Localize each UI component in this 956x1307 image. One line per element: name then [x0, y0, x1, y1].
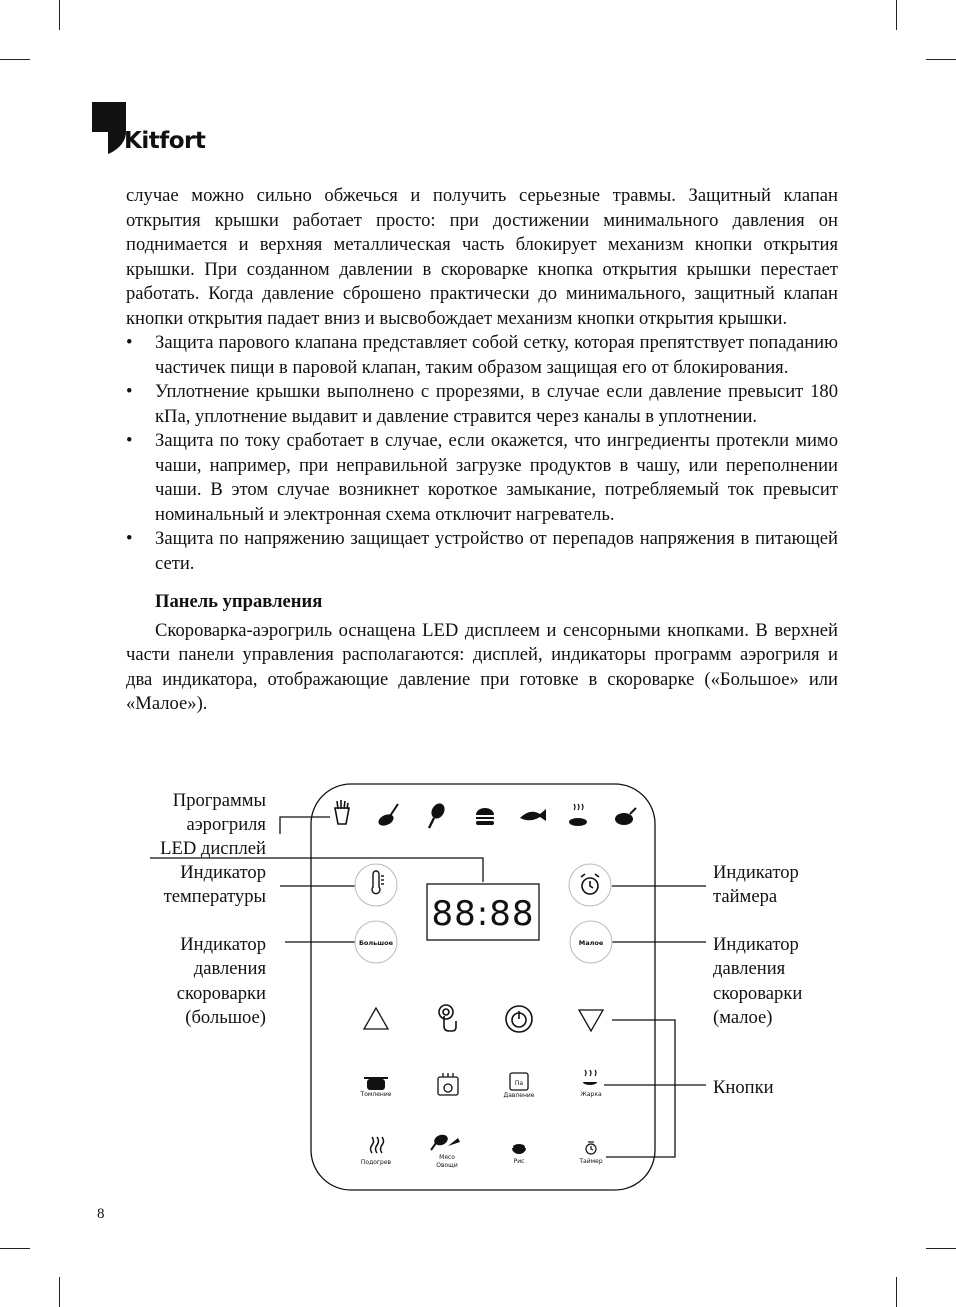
- power-button[interactable]: [506, 1006, 532, 1032]
- page-number: 8: [97, 1206, 105, 1222]
- stew-label: Томление: [360, 1091, 392, 1098]
- led-display-value: 88:88: [431, 894, 535, 934]
- fry-label: Жарка: [580, 1091, 602, 1098]
- label-timer: Индикатор таймера: [713, 862, 799, 908]
- list-item: • Защита по току сработает в случае, если окажется, что ингредиенты протекли мимо чаши, например, при неправильной загрузке продуктов в чашу, или переполнении чаши. В этом случае возникнет короткое замыкание, потребляемый ток превысит номинальный и электронная схема отключит нагреватель.: [126, 429, 838, 527]
- rice-bowl-icon: [512, 1144, 526, 1154]
- pressure-pot-icon-text: Па: [514, 1080, 524, 1087]
- pot-icon: [364, 1077, 388, 1090]
- heat-waves-icon: [371, 1137, 384, 1153]
- burger-icon: [476, 808, 494, 825]
- meat-vegetables-button[interactable]: [431, 1133, 460, 1169]
- clock-icon: [586, 1142, 596, 1154]
- section-title: Панель управления: [155, 591, 323, 612]
- label-led: LED дисплей: [160, 838, 266, 859]
- up-button[interactable]: [364, 1008, 388, 1029]
- chicken-icon: [615, 808, 636, 825]
- label-programs: Программы аэрогриля: [172, 790, 266, 836]
- panel-outline: [311, 784, 655, 1190]
- timer-indicator: [569, 864, 611, 906]
- intro-paragraph: случае можно сильно обжечься и получить серьезные травмы. Защитный клапан открытия крышки работает просто: при достижении минимального давления он поднимается и верхняя металлическая часть блокирует механизм кнопки открытия крышки. При созданном давлении в скороварке кнопка открытия крышки перестает работать. Когда давление сброшено практически до минимального, защитный клапан кнопки открытия падает вниз и высвобождает механизм кнопки открытия крышки.: [126, 185, 838, 329]
- pie-icon: [569, 804, 587, 826]
- timer-label: Таймер: [579, 1158, 603, 1165]
- label-temperature: Индикатор температуры: [163, 862, 266, 908]
- pressure-small-label: Малое: [578, 939, 604, 947]
- label-buttons: Кнопки: [713, 1077, 774, 1098]
- fries-icon: [335, 800, 349, 824]
- list-item: • Защита по напряжению защищает устройство от перепадов напряжения в питающей сети.: [126, 527, 838, 576]
- fish-icon: [520, 809, 546, 821]
- pressure-program-button[interactable]: [504, 1073, 535, 1099]
- pressure-big-label: Большое: [358, 939, 394, 947]
- rice-label: Рис: [513, 1158, 525, 1165]
- label-pressure-big: Индикатор давления скороварки (большое): [176, 934, 266, 1028]
- vegetables-label: Овощи: [436, 1162, 458, 1169]
- multicooker-icon: [438, 1073, 458, 1095]
- warm-button[interactable]: [361, 1137, 392, 1166]
- pressure-program-label: Давление: [503, 1092, 535, 1099]
- drumstick-icon: [429, 801, 447, 828]
- list-item: • Уплотнение крышки выполнено с прорезями, в случае если давление превысит 180 кПа, уплотнение выдавит и давление стравится через каналы в уплотнении.: [126, 380, 838, 429]
- section-body: Скороварка-аэрогриль оснащена LED дисплеем и сенсорными кнопками. В верхней части панели управления располагаются: дисплей, индикаторы программ аэрогриля и два индикатора, отображающие давление при готовке в скороварке («Большое» или «Малое»).: [126, 619, 838, 714]
- rice-button[interactable]: [512, 1144, 526, 1165]
- brand-name: Kitfort: [124, 128, 206, 154]
- stew-button[interactable]: [360, 1077, 392, 1098]
- touch-button[interactable]: [439, 1005, 456, 1031]
- down-button[interactable]: [579, 1010, 603, 1031]
- multicooker-button[interactable]: [438, 1073, 458, 1095]
- fry-button[interactable]: [580, 1070, 602, 1098]
- temperature-indicator: [355, 864, 397, 906]
- frying-pan-icon: [583, 1070, 597, 1085]
- steak-icon: [377, 804, 398, 828]
- meat-vegetables-icon: [431, 1133, 460, 1150]
- meat-label: Мясо: [439, 1154, 455, 1161]
- warm-label: Подогрев: [360, 1159, 392, 1166]
- list-item: • Защита парового клапана представляет собой сетку, которая препятствует попаданию частичек пищи в паровой клапан, таким образом защищая его от блокирования.: [126, 331, 838, 380]
- timer-button[interactable]: [578, 1142, 602, 1165]
- label-pressure-small: Индикатор давления скороварки (малое): [713, 934, 803, 1028]
